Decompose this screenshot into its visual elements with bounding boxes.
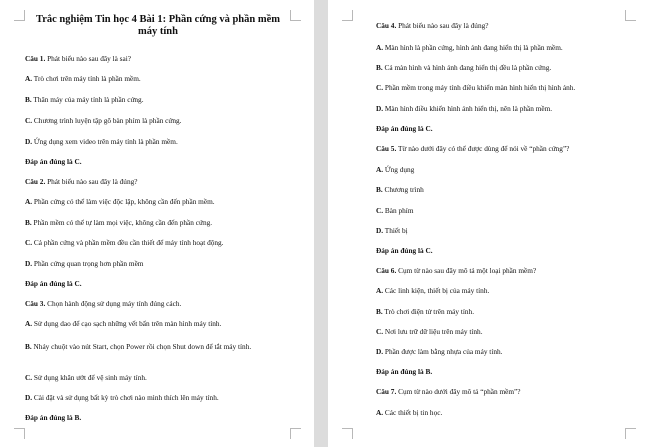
question-4-option-c: C. Phần mềm trong máy tính điều khiển màn hình hiển thị hình ảnh.	[376, 83, 576, 92]
question-4-option-b: B. Cả màn hình và hình ảnh đang hiển thị đều là phần cứng.	[376, 63, 552, 72]
document-page-left	[0, 0, 314, 447]
question-2-option-a: A. Phần cứng có thể làm việc độc lập, không cần đến phần mềm.	[25, 197, 215, 206]
question-1-answer: Đáp án đúng là C.	[25, 157, 82, 166]
page-corner-mark	[14, 10, 25, 21]
page-corner-mark	[342, 428, 353, 439]
question-3-option-b: B. Nháy chuột vào nút Start, chọn Power rồi chọn Shut down để tắt máy tính.	[25, 342, 252, 351]
question-1-option-a: A. Trò chơi trên máy tính là phần mềm.	[25, 74, 141, 83]
question-3-option-c: C. Sử dụng khăn ướt để vệ sinh máy tính.	[25, 373, 147, 382]
question-1: Câu 1. Phát biểu nào sau đây là sai?	[25, 54, 131, 63]
question-3-answer: Đáp án đúng là B.	[25, 413, 82, 422]
question-6-option-a: A. Các linh kiện, thiết bị của máy tính.	[376, 286, 490, 295]
page-corner-mark	[625, 10, 636, 21]
question-5-option-c: C. Bàn phím	[376, 206, 414, 215]
page-corner-mark	[342, 10, 353, 21]
question-6-answer: Đáp án đúng là B.	[376, 367, 433, 376]
page-corner-mark	[625, 428, 636, 439]
question-4-option-a: A. Màn hình là phần cứng, hình ảnh đang hiển thị là phần mềm.	[376, 43, 563, 52]
question-2-option-c: C. Cả phần cứng và phần mềm đều cần thiết để máy tính hoạt động.	[25, 238, 224, 247]
question-6-option-d: D. Phần được làm bằng nhựa của máy tính.	[376, 347, 503, 356]
document-title: Trắc nghiệm Tin học 4 Bài 1: Phần cứng và phần mềm máy tính	[35, 14, 281, 37]
question-5: Câu 5. Từ nào dưới đây có thể được dùng để nói về “phần cứng”?	[376, 144, 570, 153]
question-4: Câu 4. Phát biểu nào sau đây là đúng?	[376, 21, 489, 30]
question-3-option-a: A. Sử dụng dao để cạo sạch những vết bẩn trên màn hình máy tính.	[25, 319, 222, 328]
question-5-answer: Đáp án đúng là C.	[376, 246, 433, 255]
question-5-option-d: D. Thiết bị	[376, 226, 408, 235]
question-4-answer: Đáp án đúng là C.	[376, 124, 433, 133]
question-2-option-d: D. Phần cứng quan trọng hơn phần mềm	[25, 259, 144, 268]
page-corner-mark	[290, 428, 301, 439]
question-5-option-a: A. Ứng dụng	[376, 165, 415, 174]
question-4-option-d: D. Màn hình điều khiển hình ảnh hiển thị, nên là phần mềm.	[376, 104, 553, 113]
question-6-option-c: C. Nơi lưu trữ dữ liệu trên máy tính.	[376, 327, 483, 336]
question-2-answer: Đáp án đúng là C.	[25, 279, 82, 288]
question-7: Câu 7. Cụm từ nào dưới đây mô tả “phần mềm”?	[376, 387, 521, 396]
page-corner-mark	[14, 428, 25, 439]
question-1-option-c: C. Chương trình luyện tập gõ bàn phím là phần cứng.	[25, 116, 182, 125]
question-6: Câu 6. Cụm từ nào sau đây mô tả một loại phần mềm?	[376, 266, 537, 275]
question-2: Câu 2. Phát biểu nào sau đây là đúng?	[25, 177, 138, 186]
question-5-option-b: B. Chương trình	[376, 185, 424, 194]
document-page-right	[328, 0, 650, 447]
page-corner-mark	[290, 10, 301, 21]
question-6-option-b: B. Trò chơi điện tử trên máy tính.	[376, 307, 475, 316]
question-1-option-d: D. Ứng dụng xem video trên máy tính là phần mềm.	[25, 137, 178, 146]
question-3: Câu 3. Chọn hành động sử dụng máy tính đúng cách.	[25, 299, 182, 308]
question-3-option-d: D. Cài đặt và sử dụng bất kỳ trò chơi nào mình thích lên máy tính.	[25, 393, 219, 402]
question-7-option-a: A. Các thiết bị tin học.	[376, 408, 443, 417]
question-1-option-b: B. Thân máy của máy tính là phần cứng.	[25, 95, 144, 104]
question-2-option-b: B. Phần mềm có thể tự làm mọi việc, không cần đến phần cứng.	[25, 218, 213, 227]
